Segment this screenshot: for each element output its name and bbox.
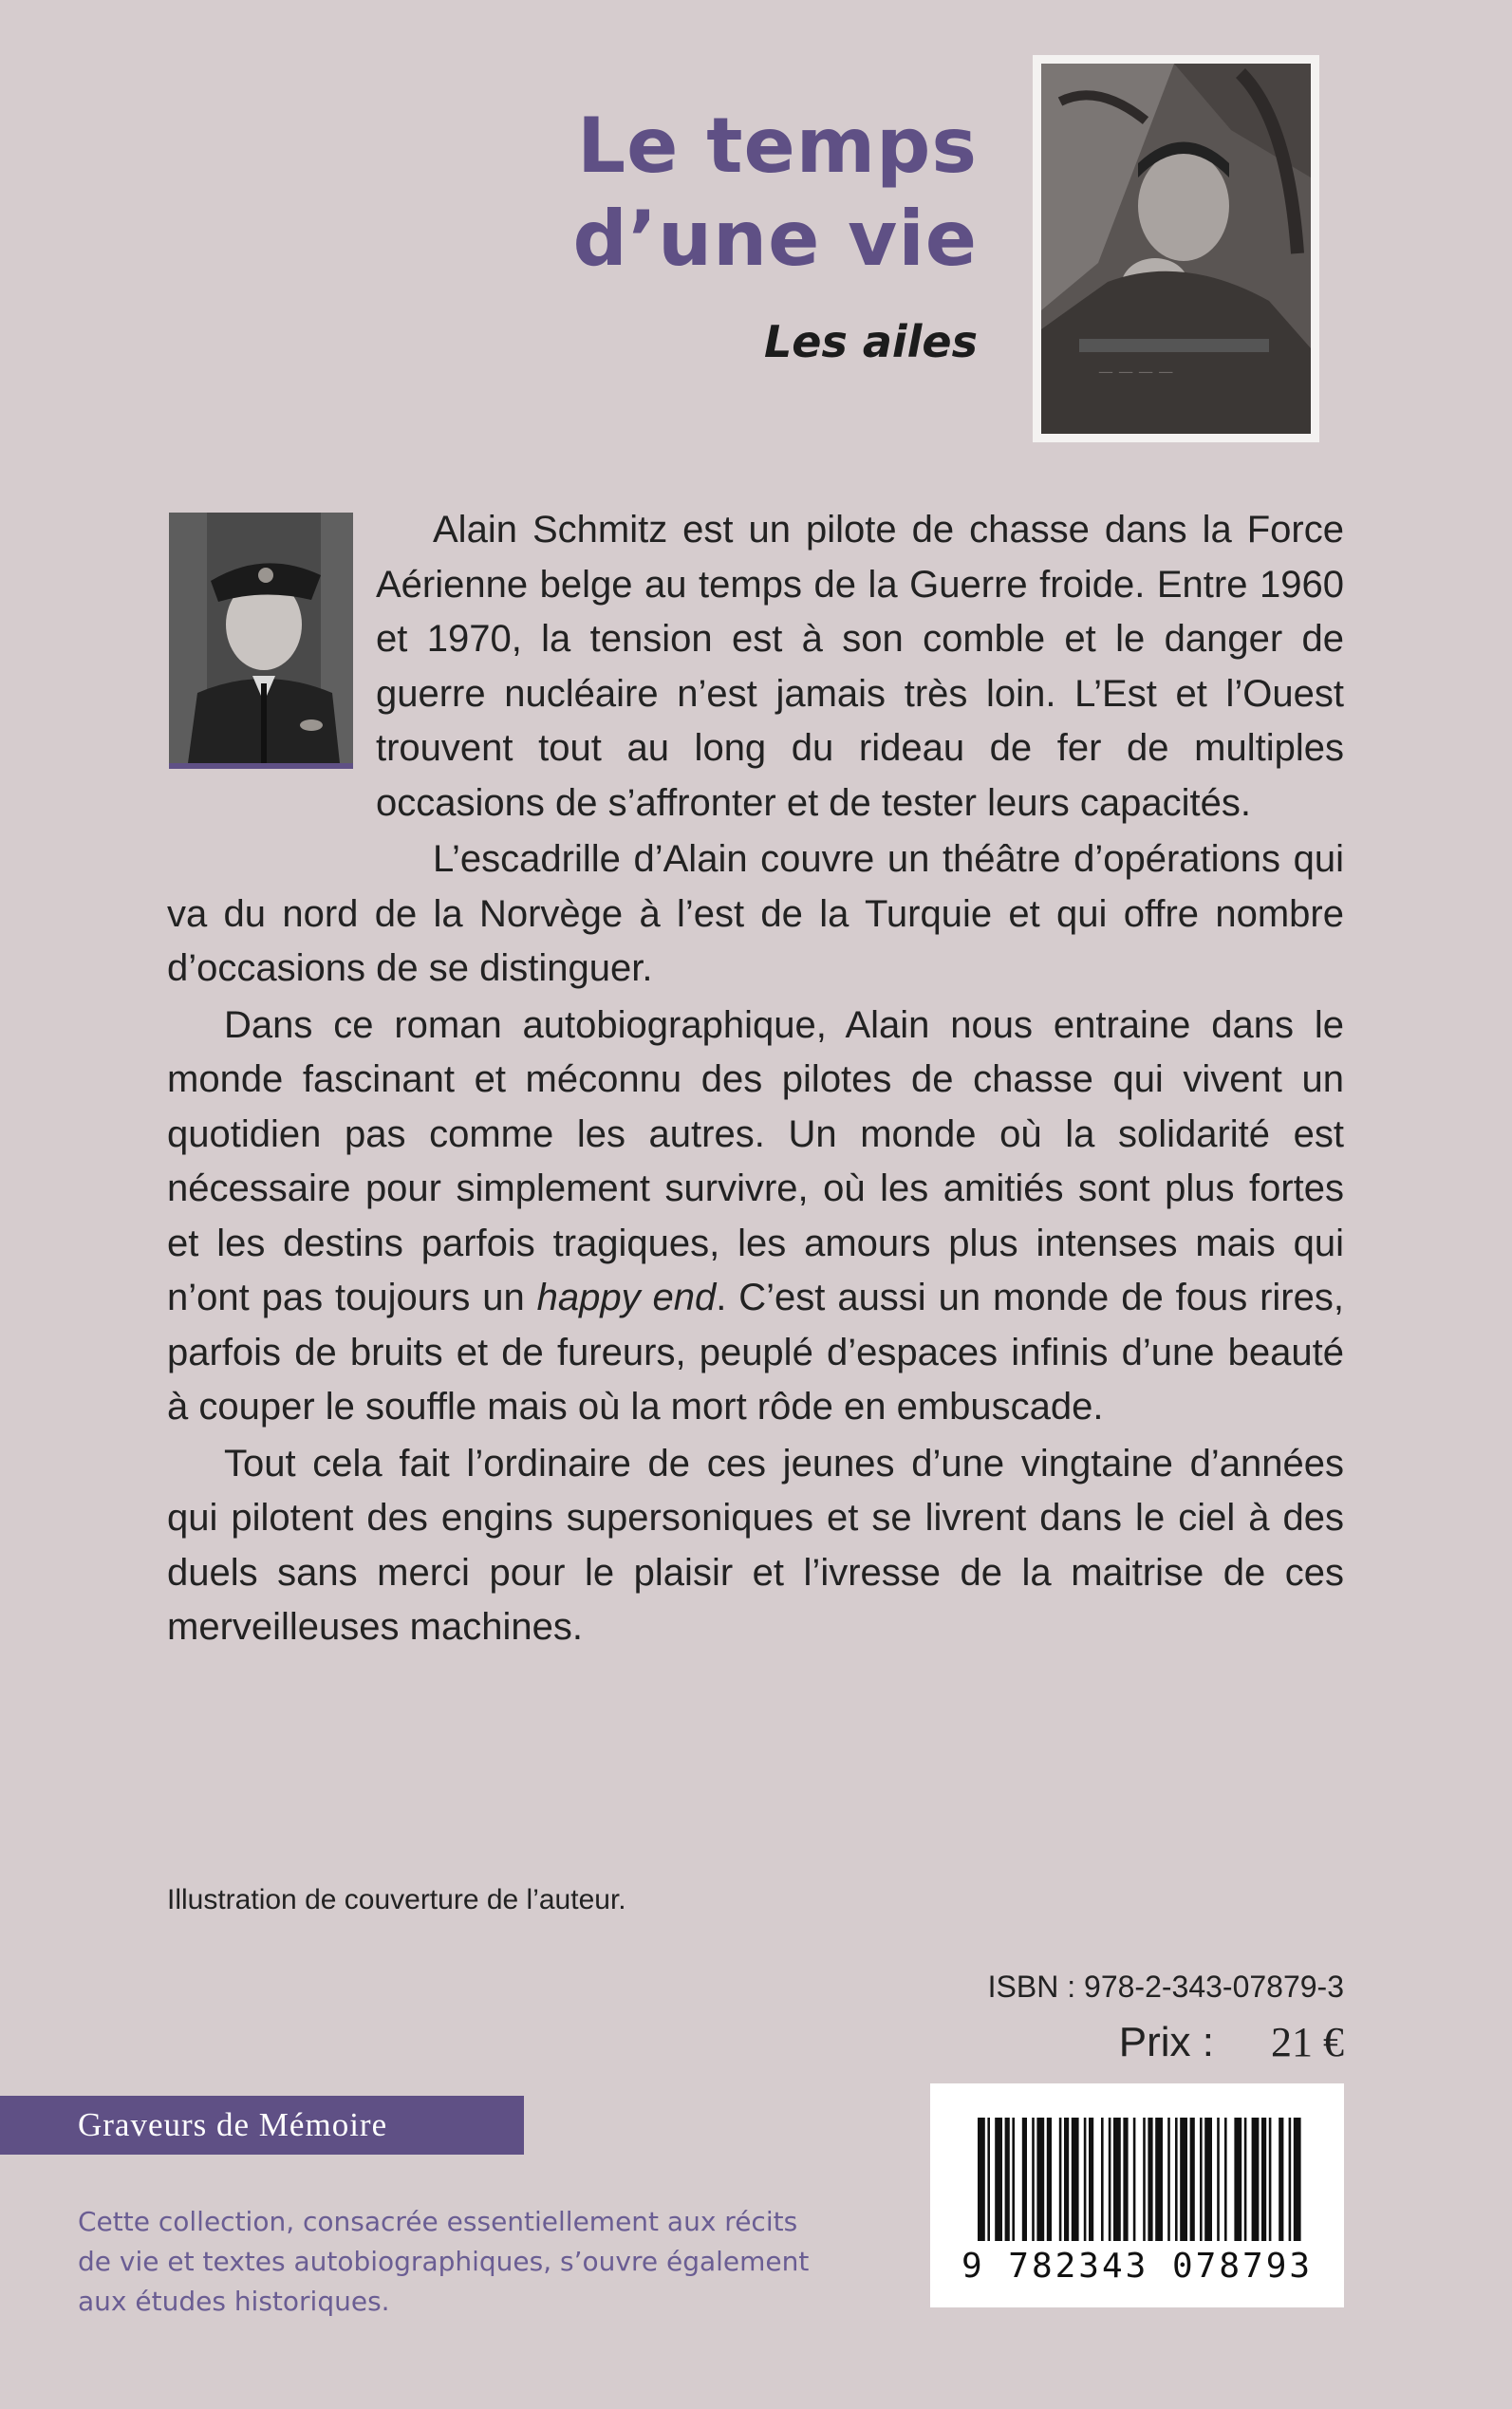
barcode-bar [1143,2118,1146,2241]
barcode-bar [978,2118,985,2241]
cockpit-photo-image [1041,64,1311,434]
collection-name: Graveurs de Mémoire [0,2096,524,2155]
summary-paragraph-3-part-1: Dans ce roman autobiographique, Alain nous entraine dans le monde fascinant et méconnu des pilotes de chasse qui vivent un quotidien pas comme les autres. Un monde où la solidarité est nécessaire pour simplement survivre, où les amitiés sont plus fortes et les destins parfois tragiques, les amours plus intenses mais qui n’ont pas toujours un [167,1003,1344,1318]
barcode-bar [995,2118,1002,2241]
barcode [930,2083,1344,2307]
summary-paragraph-4: Tout cela fait l’ordinaire de ces jeunes d’une vingtaine d’années qui pilotent des engins supersoniques et se livrent dans le ciel à des duels sans merci pour le plaisir et l’ivresse de la maitrise de ces merveilleuses machines. [167,1442,1344,1648]
barcode-bar [1047,2118,1052,2241]
barcode-bar [1217,2118,1220,2241]
summary-text [167,503,1344,1657]
barcode-bar [1012,2118,1015,2241]
price [1044,2018,1344,2066]
cockpit-photo [1033,55,1319,442]
svg-text:— — — —: — — — — [1098,363,1174,381]
collection-description: Cette collection, consacrée essentiellement aux récits de vie et textes autobiographiques, s’ouvre également aux études historiques. [78,2206,810,2317]
barcode-bar [1261,2118,1266,2241]
barcode-bar [1294,2118,1301,2241]
summary-paragraph-3-part-2: . C’est aussi un monde de fous rires, parfois de bruits et de fureurs, peuplé d’espaces infinis d’une beauté à couper le souffle mais où la mort rôde en embuscade. [167,1277,1344,1428]
barcode-bar [1005,2118,1010,2241]
barcode-bar [1175,2118,1178,2241]
barcode-bar [1084,2118,1087,2241]
barcode-bar [1113,2118,1121,2241]
cover-credit: Illustration de couverture de l’auteur. [167,1884,626,1915]
barcode-bar [1167,2118,1170,2241]
barcode-bar [1234,2118,1241,2241]
barcode-bar [987,2118,990,2241]
summary-paragraph-1: Alain Schmitz est un pilote de chasse dans la Force Aérienne belge au temps de la Guerre froide. Entre 1960 et 1970, la tension est à son comble et le danger de guerre nucléaire n’est jamais très loin. L’Est et l’Ouest trouvent tout au long du rideau de fer de multiples occasions de s’affronter et de tester leurs capacités. [376,509,1344,824]
book-title-line-1: Le temps [577,102,978,190]
barcode-bar [1089,2118,1093,2241]
price-label: Prix : [1118,2019,1214,2065]
summary-paragraph-2: L’escadrille d’Alain couvre un théâtre d’opérations qui va du nord de la Norvège à l’est de la Turquie et qui offre nombre d’occasions de se distinguer. [167,838,1344,989]
barcode-bar [1036,2118,1044,2241]
barcode-bar [1190,2118,1195,2241]
barcode-bar [1269,2118,1272,2241]
barcode-bar [1279,2118,1283,2241]
barcode-bar [1289,2118,1292,2241]
barcode-bar [1155,2118,1163,2241]
barcode-bar [1101,2118,1104,2241]
barcode-bar [1252,2118,1260,2241]
barcode-bar [1059,2118,1062,2241]
barcode-bar [1244,2118,1247,2241]
isbn: ISBN : 978-2-343-07879-3 [987,1970,1344,2004]
barcode-bar [1200,2118,1203,2241]
barcode-bar [1123,2118,1128,2241]
barcode-bar [1133,2118,1136,2241]
barcode-bar [1064,2118,1069,2241]
summary-paragraph-3-italic: happy end [536,1277,717,1318]
portrait-spacer [167,503,376,845]
barcode-bar [1109,2118,1111,2241]
book-subtitle: Les ailes [763,316,978,367]
barcode-bar [1072,2118,1079,2241]
barcode-bar [1022,2118,1027,2241]
price-value: 21 € [1271,2019,1344,2065]
summary-paragraph-3 [167,999,1344,1435]
barcode-bar [1224,2118,1227,2241]
barcode-digits: 9 782343 078793 [961,2247,1314,2286]
barcode-bar [1148,2118,1152,2241]
barcode-bar [1032,2118,1035,2241]
barcode-bar [1204,2118,1212,2241]
barcode-bar [1180,2118,1187,2241]
book-title [532,100,978,286]
book-title-line-2: d’une vie [572,195,978,283]
